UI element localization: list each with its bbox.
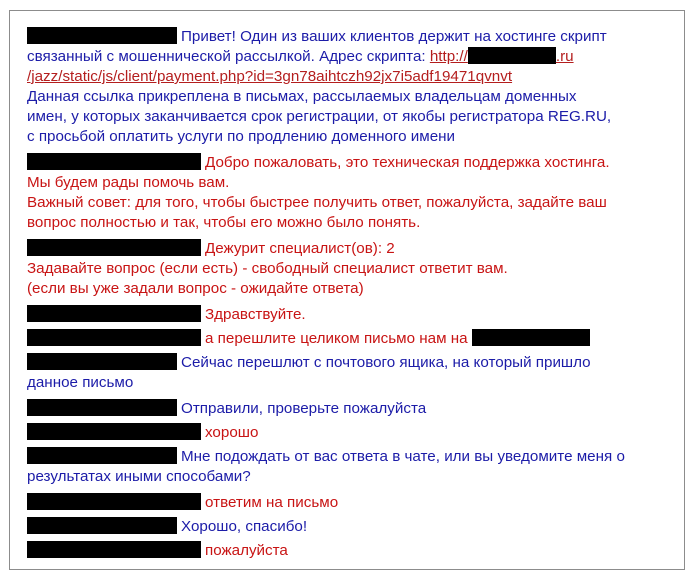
message-text: результатах иными способами? bbox=[27, 468, 251, 485]
message-text: Мы будем рады помочь вам. bbox=[27, 174, 230, 191]
redacted-sender-name bbox=[27, 239, 201, 256]
redacted-sender-name bbox=[27, 517, 177, 534]
message-text: Дежурит специалист(ов): 2 bbox=[205, 240, 395, 257]
chat-message-support bbox=[27, 329, 667, 349]
message-text: связанный с мошеннической рассылкой. Адрес скрипта: bbox=[27, 48, 430, 65]
redacted-sender-name bbox=[27, 447, 177, 464]
message-text: Мне подождать от вас ответа в чате, или вы уведомите меня о bbox=[181, 448, 625, 465]
message-text: пожалуйста bbox=[205, 542, 288, 559]
message-text: имен, у которых заканчивается срок регистрации, от якобы регистратора REG.RU, bbox=[27, 108, 612, 125]
redacted-sender-name bbox=[27, 423, 201, 440]
chat-message-client bbox=[27, 399, 667, 419]
message-text: (если вы уже задали вопрос - ожидайте ответа) bbox=[27, 280, 364, 297]
chat-log-frame bbox=[9, 10, 685, 570]
redacted-sender-name bbox=[27, 541, 201, 558]
message-text: данное письмо bbox=[27, 374, 134, 391]
chat-message-client bbox=[27, 353, 667, 393]
redacted-sender-name bbox=[27, 329, 201, 346]
redacted-sender-name bbox=[27, 27, 177, 44]
chat-message-support bbox=[27, 423, 667, 443]
message-text: Добро пожаловать, это техническая поддержка хостинга. bbox=[205, 154, 610, 171]
redacted-domain bbox=[468, 47, 556, 64]
chat-message-support bbox=[27, 153, 667, 233]
message-text: Задавайте вопрос (если есть) - свободный специалист ответит вам. bbox=[27, 260, 508, 277]
redacted-sender-name bbox=[27, 399, 177, 416]
chat-message-support bbox=[27, 305, 667, 325]
chat-message-support bbox=[27, 493, 667, 513]
redacted-sender-name bbox=[27, 153, 201, 170]
chat-message-support bbox=[27, 239, 667, 299]
message-text: Отправили, проверьте пожалуйста bbox=[181, 400, 427, 417]
chat-message-client bbox=[27, 517, 667, 537]
message-text: Хорошо, спасибо! bbox=[181, 518, 308, 535]
script-url-link[interactable]: http:// .ru bbox=[429, 48, 574, 65]
message-text: вопрос полностью и так, чтобы его можно было понять. bbox=[27, 214, 421, 231]
message-text: а перешлите целиком письмо нам на bbox=[205, 330, 468, 347]
chat-message-client bbox=[27, 27, 667, 147]
message-text: Сейчас перешлют с почтового ящика, на который пришло bbox=[181, 354, 591, 371]
chat-transcript bbox=[27, 27, 667, 565]
message-text: Данная ссылка прикреплена в письмах, рассылаемых владельцам доменных bbox=[27, 88, 577, 105]
script-url-link-path[interactable]: /jazz/static/js/client/payment.php?id=3gn78aihtczh92jx7i5adf19471qvnvt bbox=[27, 68, 513, 85]
message-text: хорошо bbox=[205, 424, 259, 441]
message-text: ответим на письмо bbox=[205, 494, 339, 511]
message-text: Привет! Один из ваших клиентов держит на хостинге скрипт bbox=[181, 28, 607, 45]
redacted-sender-name bbox=[27, 305, 201, 322]
message-text: Здравствуйте. bbox=[205, 306, 306, 323]
redacted-sender-name bbox=[27, 353, 177, 370]
redacted-email-address bbox=[472, 329, 590, 346]
message-text: Важный совет: для того, чтобы быстрее получить ответ, пожалуйста, задайте ваш bbox=[27, 194, 607, 211]
message-text: с просьбой оплатить услуги по продлению доменного имени bbox=[27, 128, 456, 145]
redacted-sender-name bbox=[27, 493, 201, 510]
chat-message-support bbox=[27, 541, 667, 561]
chat-message-client bbox=[27, 447, 667, 487]
